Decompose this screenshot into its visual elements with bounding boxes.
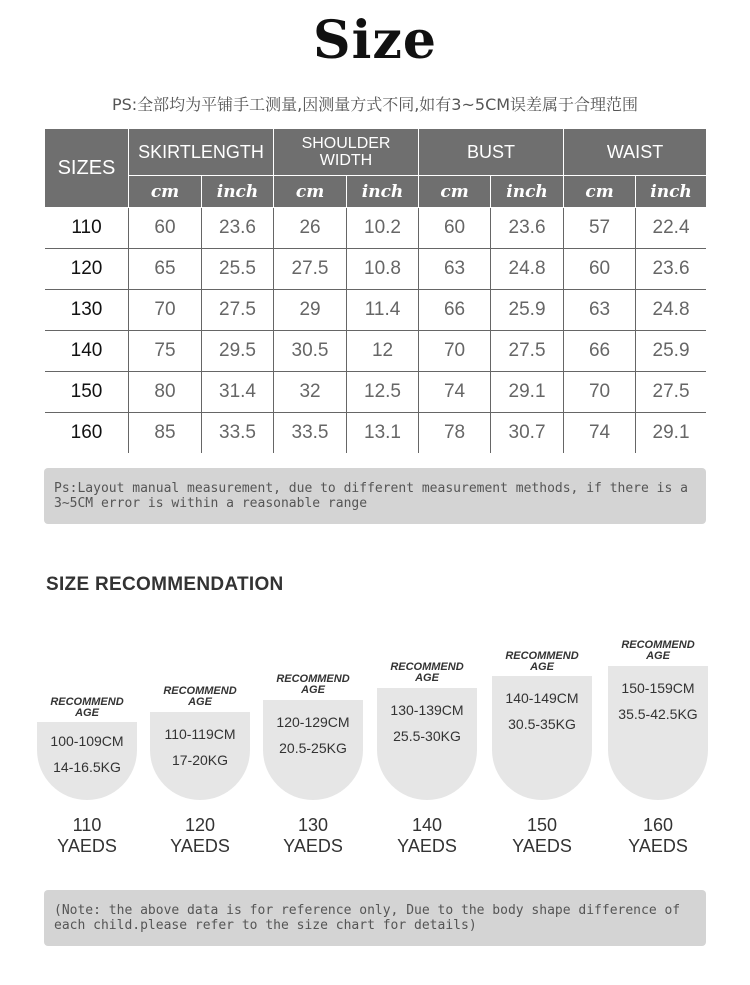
measurement-cell: 23.6	[491, 208, 564, 249]
measurement-cell: 29	[274, 290, 347, 331]
measurement-cell: 33.5	[274, 413, 347, 454]
measurement-cell: 29.1	[491, 372, 564, 413]
measurement-cell: 25.5	[202, 249, 274, 290]
measurement-cell: 27.5	[636, 372, 707, 413]
weight-range: 30.5-35KG	[508, 716, 576, 732]
measurement-cell: 26	[274, 208, 347, 249]
measurement-cell: 60	[564, 249, 636, 290]
recommend-age-label	[492, 651, 592, 673]
weight-range: 25.5-30KG	[393, 728, 461, 744]
measurement-cell: 24.8	[491, 249, 564, 290]
size-chart-table	[44, 128, 707, 454]
size-unit: YAEDS	[57, 836, 117, 856]
measurement-cell: 30.7	[491, 413, 564, 454]
table-row	[45, 290, 707, 331]
size-number: 160	[642, 815, 674, 835]
recommended-size	[367, 815, 487, 857]
recommendation-card	[492, 676, 592, 800]
size-recommendation-heading: SIZE RECOMMENDATION	[46, 574, 284, 595]
table-row	[45, 331, 707, 372]
recommended-size	[598, 815, 718, 857]
measurement-cell: 80	[129, 372, 202, 413]
measurement-cell: 65	[129, 249, 202, 290]
weight-range: 14-16.5KG	[53, 759, 121, 775]
recommend-label-line: RECOMMEND	[50, 696, 124, 708]
table-row	[45, 372, 707, 413]
measurement-cell: 74	[564, 413, 636, 454]
recommend-label-line: RECOMMEND	[390, 661, 464, 673]
unit-inch: inch	[636, 176, 707, 208]
size-number: 120	[184, 815, 216, 835]
size-cell: 130	[45, 290, 129, 331]
measurement-cell: 78	[419, 413, 491, 454]
measurement-cell: 60	[129, 208, 202, 249]
measurement-cell: 25.9	[636, 331, 707, 372]
recommendation-card	[150, 712, 250, 800]
measurement-cell: 31.4	[202, 372, 274, 413]
age-label-line: AGE	[301, 684, 325, 696]
size-number: 110	[72, 815, 102, 835]
measurement-cell: 23.6	[636, 249, 707, 290]
recommendation-card	[37, 722, 137, 800]
age-label-line: AGE	[415, 672, 439, 684]
recommended-size	[27, 815, 147, 857]
height-range: 110-119CM	[164, 726, 236, 742]
age-label-line: AGE	[75, 707, 99, 719]
measurement-cell: 32	[274, 372, 347, 413]
recommend-age-label	[37, 697, 137, 719]
height-range: 100-109CM	[50, 733, 124, 749]
measurement-cell: 10.2	[347, 208, 419, 249]
recommend-label-line: RECOMMEND	[621, 639, 695, 651]
weight-range: 17-20KG	[171, 752, 229, 768]
recommended-size	[482, 815, 602, 857]
measurement-cell: 60	[419, 208, 491, 249]
height-range: 120-129CM	[276, 714, 350, 730]
table-row	[45, 208, 707, 249]
measurement-cell: 63	[564, 290, 636, 331]
bust-header: BUST	[419, 129, 564, 176]
measurement-cell: 30.5	[274, 331, 347, 372]
page-title: Size	[313, 10, 437, 71]
table-row	[45, 413, 707, 454]
sizes-header: SIZES	[45, 129, 129, 208]
measurement-note-cn: PS:全部均为平铺手工测量,因测量方式不同,如有3~5CM误差属于合理范围	[111, 95, 639, 114]
layout-measurement-note: Ps:Layout manual measurement, due to different measurement methods, if there is a 3~5CM error is within a reasonable range	[44, 468, 706, 524]
size-cell: 160	[45, 413, 129, 454]
shoulder-width-header: SHOULDER WIDTH	[274, 129, 419, 176]
height-range: 140-149CM	[505, 690, 579, 706]
weight-range: 35.5-42.5KG	[618, 706, 698, 722]
recommended-size	[253, 815, 373, 857]
height-range: 150-159CM	[621, 680, 695, 696]
waist-header: WAIST	[564, 129, 707, 176]
weight-range: 20.5-25KG	[279, 740, 347, 756]
measurement-cell: 25.9	[491, 290, 564, 331]
measurement-cell: 12	[347, 331, 419, 372]
recommendation-card	[608, 666, 708, 800]
measurement-cell: 70	[564, 372, 636, 413]
measurement-cell: 70	[129, 290, 202, 331]
measurement-cell: 74	[419, 372, 491, 413]
measurement-cell: 57	[564, 208, 636, 249]
recommend-label-line: RECOMMEND	[163, 685, 237, 697]
unit-inch: inch	[347, 176, 419, 208]
measurement-cell: 27.5	[202, 290, 274, 331]
age-label-line: AGE	[188, 696, 212, 708]
recommended-size	[140, 815, 260, 857]
measurement-cell: 13.1	[347, 413, 419, 454]
table-row	[45, 249, 707, 290]
size-unit: YAEDS	[283, 836, 343, 856]
measurement-cell: 85	[129, 413, 202, 454]
measurement-cell: 11.4	[347, 290, 419, 331]
height-range: 130-139CM	[390, 702, 464, 718]
recommend-age-label	[608, 640, 708, 662]
unit-cm: cm	[274, 176, 347, 208]
measurement-cell: 75	[129, 331, 202, 372]
age-label-line: AGE	[530, 661, 554, 673]
measurement-cell: 66	[419, 290, 491, 331]
measurement-cell: 27.5	[491, 331, 564, 372]
size-chart-body	[45, 208, 707, 454]
reference-note: (Note: the above data is for reference only, Due to the body shape difference of each child.please refer to the size chart for details)	[44, 890, 706, 946]
recommendation-card	[263, 700, 363, 800]
measurement-cell: 24.8	[636, 290, 707, 331]
unit-cm: cm	[564, 176, 636, 208]
measurement-cell: 63	[419, 249, 491, 290]
unit-cm: cm	[419, 176, 491, 208]
measurement-cell: 29.5	[202, 331, 274, 372]
age-label-line: AGE	[646, 650, 670, 662]
size-cell: 140	[45, 331, 129, 372]
size-unit: YAEDS	[512, 836, 572, 856]
recommend-label-line: RECOMMEND	[276, 673, 350, 685]
measurement-cell: 70	[419, 331, 491, 372]
unit-inch: inch	[202, 176, 274, 208]
measurement-cell: 33.5	[202, 413, 274, 454]
measurement-cell: 10.8	[347, 249, 419, 290]
unit-inch: inch	[491, 176, 564, 208]
unit-cm: cm	[129, 176, 202, 208]
recommend-age-label	[150, 686, 250, 708]
recommend-age-label	[263, 674, 363, 696]
size-number: 150	[526, 815, 558, 835]
measurement-cell: 12.5	[347, 372, 419, 413]
size-unit: YAEDS	[397, 836, 457, 856]
size-number: 130	[297, 815, 329, 835]
measurement-cell: 27.5	[274, 249, 347, 290]
measurement-cell: 29.1	[636, 413, 707, 454]
recommend-label-line: RECOMMEND	[505, 650, 579, 662]
skirtlength-header: SKIRTLENGTH	[129, 129, 274, 176]
size-unit: YAEDS	[170, 836, 230, 856]
size-cell: 120	[45, 249, 129, 290]
recommend-age-label	[377, 662, 477, 684]
recommendation-card	[377, 688, 477, 800]
measurement-cell: 22.4	[636, 208, 707, 249]
measurement-cell: 23.6	[202, 208, 274, 249]
size-unit: YAEDS	[628, 836, 688, 856]
size-number: 140	[411, 815, 443, 835]
measurement-cell: 66	[564, 331, 636, 372]
size-cell: 110	[45, 208, 129, 249]
size-cell: 150	[45, 372, 129, 413]
